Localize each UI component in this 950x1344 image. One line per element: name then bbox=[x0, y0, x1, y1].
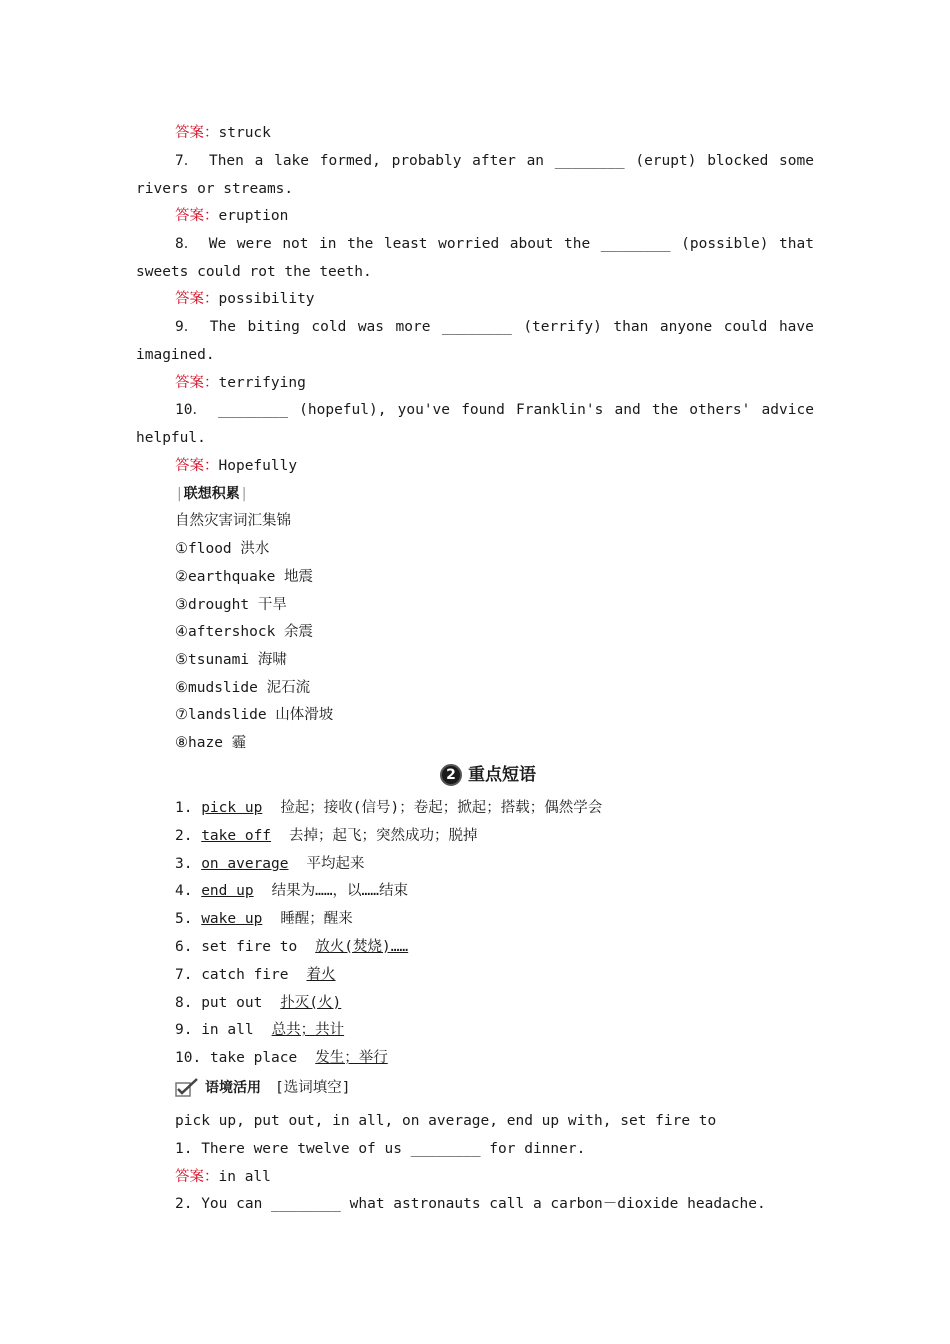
word-bank: pick up, put out, in all, on average, end up with, set fire to bbox=[175, 1113, 717, 1129]
word: and bbox=[614, 402, 641, 418]
word: blocked bbox=[707, 153, 769, 169]
word: lake bbox=[274, 153, 310, 169]
phrase-meaning: 捡起；接收(信号)；卷起；掀起；搭载；偶然学会 bbox=[280, 800, 603, 816]
fill-blank[interactable]: ________ bbox=[441, 319, 512, 335]
answer-text: in all bbox=[218, 1169, 271, 1185]
word: that bbox=[779, 236, 814, 252]
word: cold bbox=[311, 319, 347, 335]
vocab-item: ⑦landslide 山体滑坡 bbox=[175, 707, 334, 723]
question-10 bbox=[175, 400, 814, 420]
question-number: 8． bbox=[175, 236, 199, 252]
word: some bbox=[779, 153, 814, 169]
section-heading bbox=[440, 764, 536, 786]
word: have bbox=[778, 319, 814, 335]
exercise-2 bbox=[175, 1194, 766, 1214]
word: Then bbox=[208, 153, 244, 169]
fill-blank[interactable]: ________ bbox=[218, 402, 288, 418]
word: Franklin's bbox=[516, 402, 604, 418]
word: The bbox=[209, 319, 236, 335]
vocab-item: ④aftershock 余震 bbox=[175, 624, 314, 640]
fill-blank[interactable]: ________ bbox=[271, 1196, 341, 1212]
word: you've bbox=[397, 402, 451, 418]
word: not bbox=[282, 236, 309, 252]
question-9 bbox=[175, 317, 814, 337]
section-title: 重点短语 bbox=[468, 765, 536, 785]
question-9-cont: imagined. bbox=[136, 347, 215, 363]
answer-label: 答案： bbox=[175, 1169, 219, 1185]
word: the bbox=[347, 236, 374, 252]
phrase-row bbox=[175, 937, 408, 957]
vocab-item: ⑤tsunami 海啸 bbox=[175, 652, 287, 668]
exercise-text: 2. You can bbox=[175, 1196, 263, 1212]
fill-blank[interactable]: ________ bbox=[410, 1141, 481, 1157]
phrase-row bbox=[175, 1048, 388, 1068]
phrase: set fire to bbox=[201, 939, 298, 955]
word: We bbox=[208, 236, 227, 252]
assoc-tag-text: 联想积累 bbox=[183, 486, 240, 502]
answer-label: 答案： bbox=[175, 458, 219, 474]
answer-label: 答案： bbox=[175, 125, 219, 141]
phrase-number: 2. bbox=[175, 828, 193, 844]
hint: (possible) bbox=[681, 236, 769, 252]
answer-line bbox=[175, 456, 297, 476]
question-number: 7． bbox=[175, 153, 199, 169]
question-number: 10． bbox=[175, 402, 207, 418]
answer-label: 答案： bbox=[175, 208, 219, 224]
phrase-row bbox=[175, 993, 341, 1013]
phrase: put out bbox=[201, 995, 263, 1011]
phrase-number: 1. bbox=[175, 800, 193, 816]
section-number-badge: 2 bbox=[440, 764, 462, 786]
phrase: on average bbox=[201, 856, 289, 872]
answer-line bbox=[175, 289, 315, 309]
phrase-meaning: 去掉；起飞；突然成功；脱掉 bbox=[289, 828, 478, 844]
question-8-cont: sweets could rot the teeth. bbox=[136, 264, 372, 280]
answer-line bbox=[175, 123, 271, 143]
phrase-meaning: 结果为……，以……结束 bbox=[271, 883, 409, 899]
phrase-number: 5. bbox=[175, 911, 193, 927]
vocab-item: ②earthquake 地震 bbox=[175, 569, 314, 585]
answer-line bbox=[175, 206, 288, 226]
answer-text: eruption bbox=[218, 208, 289, 224]
word: after bbox=[472, 153, 516, 169]
phrase-number: 6. bbox=[175, 939, 193, 955]
phrase-meaning: 发生；举行 bbox=[315, 1050, 388, 1066]
phrase-row bbox=[175, 909, 353, 929]
exercise-text: for dinner. bbox=[489, 1141, 586, 1157]
phrase-number: 7. bbox=[175, 967, 193, 983]
word: than bbox=[613, 319, 649, 335]
word: could bbox=[723, 319, 768, 335]
question-7 bbox=[175, 151, 814, 171]
phrase-meaning: 总共；共计 bbox=[271, 1022, 345, 1038]
assoc-tag: | 联想积累 | bbox=[177, 486, 247, 502]
answer-text: Hopefully bbox=[218, 458, 298, 474]
hint: (hopeful), bbox=[299, 402, 387, 418]
question-8 bbox=[175, 234, 814, 254]
word: more bbox=[395, 319, 431, 335]
phrase-row bbox=[175, 798, 602, 818]
phrase-row bbox=[175, 854, 365, 874]
word: an bbox=[526, 153, 545, 169]
context-subtitle: [选词填空] bbox=[275, 1080, 351, 1096]
phrase-number: 4. bbox=[175, 883, 193, 899]
word: probably bbox=[391, 153, 462, 169]
phrase-number: 3. bbox=[175, 856, 193, 872]
word: was bbox=[357, 319, 385, 335]
phrase: pick up bbox=[201, 800, 263, 816]
word: least bbox=[383, 236, 428, 252]
fill-blank[interactable]: ________ bbox=[600, 236, 671, 252]
vocab-item: ⑧haze 霾 bbox=[175, 735, 247, 751]
hint: (terrify) bbox=[523, 319, 602, 335]
answer-line bbox=[175, 373, 306, 393]
word: the bbox=[651, 402, 679, 418]
word: were bbox=[236, 236, 272, 252]
phrase-number: 9. bbox=[175, 1022, 193, 1038]
vocab-item: ⑥mudslide 泥石流 bbox=[175, 680, 311, 696]
phrase-meaning: 放火(焚烧)…… bbox=[315, 939, 409, 955]
phrase-number: 10. bbox=[175, 1050, 202, 1066]
word: formed, bbox=[319, 153, 381, 169]
phrase-meaning: 睡醒；醒来 bbox=[280, 911, 353, 927]
answer-text: terrifying bbox=[218, 375, 306, 391]
phrase: end up bbox=[201, 883, 254, 899]
fill-blank[interactable]: ________ bbox=[554, 153, 625, 169]
answer-label: 答案： bbox=[175, 375, 219, 391]
answer-text: possibility bbox=[218, 291, 315, 307]
word: advice bbox=[761, 402, 814, 418]
word: worried bbox=[438, 236, 500, 252]
phrase: catch fire bbox=[201, 967, 289, 983]
context-title: 语境活用 bbox=[205, 1080, 261, 1096]
phrase-meaning: 着火 bbox=[306, 967, 336, 983]
answer-line bbox=[175, 1167, 271, 1187]
phrase: take off bbox=[201, 828, 272, 844]
assoc-title: 自然灾害词汇集锦 bbox=[175, 513, 291, 529]
word: others' bbox=[689, 402, 751, 418]
phrase: in all bbox=[201, 1022, 254, 1038]
word: anyone bbox=[659, 319, 713, 335]
hint: (erupt) bbox=[635, 153, 697, 169]
word: found bbox=[461, 402, 505, 418]
phrase-meaning: 平均起来 bbox=[306, 856, 365, 872]
word: biting bbox=[247, 319, 300, 335]
exercise-text: what astronauts call a carbon－dioxide headache. bbox=[349, 1196, 766, 1212]
vocab-item: ③drought 干旱 bbox=[175, 597, 287, 613]
phrase-number: 8. bbox=[175, 995, 193, 1011]
answer-text: struck bbox=[218, 125, 271, 141]
question-7-cont: rivers or streams. bbox=[136, 181, 294, 197]
phrase-row bbox=[175, 965, 336, 985]
exercise-1 bbox=[175, 1139, 585, 1159]
vocab-item: ①flood 洪水 bbox=[175, 541, 270, 557]
exercise-text: 1. There were twelve of us bbox=[175, 1141, 402, 1157]
phrase-meaning: 扑灭(火) bbox=[280, 995, 342, 1011]
phrase-row bbox=[175, 1020, 344, 1040]
word: in bbox=[319, 236, 337, 252]
word: about bbox=[509, 236, 554, 252]
phrase: take place bbox=[209, 1050, 298, 1066]
checkmark-pencil-icon bbox=[175, 1078, 199, 1098]
phrase: wake up bbox=[201, 911, 263, 927]
word: the bbox=[563, 236, 591, 252]
phrase-row bbox=[175, 881, 408, 901]
answer-label: 答案： bbox=[175, 291, 219, 307]
question-number: 9． bbox=[175, 319, 199, 335]
question-10-cont: helpful. bbox=[136, 430, 206, 446]
word: a bbox=[254, 153, 264, 169]
context-heading bbox=[175, 1078, 350, 1098]
phrase-row bbox=[175, 826, 478, 846]
